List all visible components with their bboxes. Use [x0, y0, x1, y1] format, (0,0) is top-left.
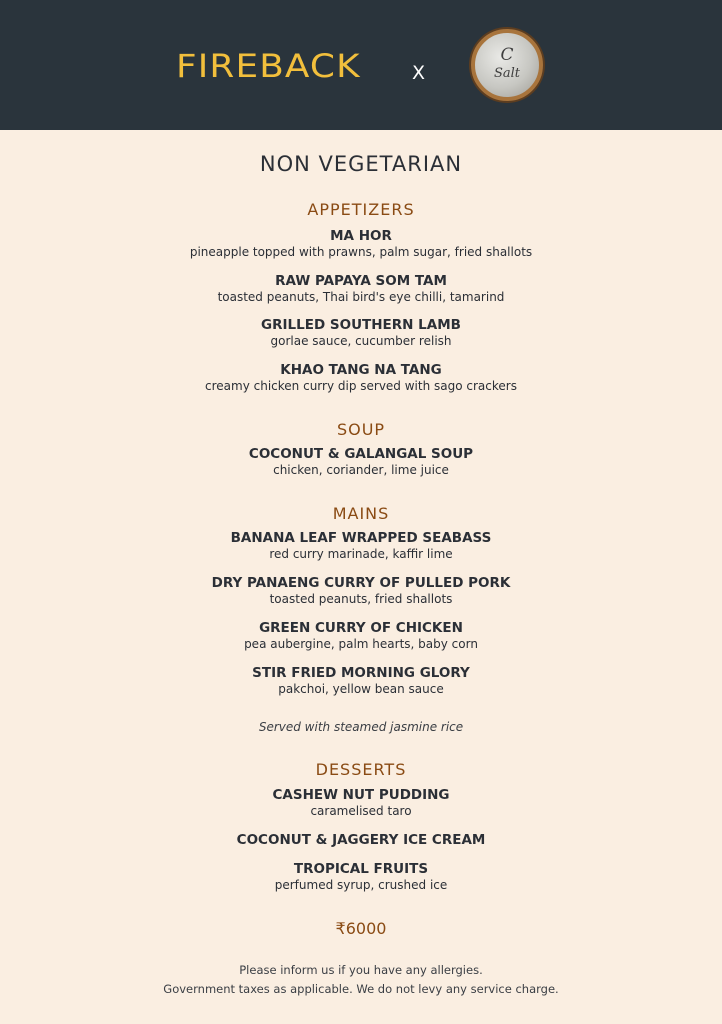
- menu-item-desc: pineapple topped with prawns, palm sugar, fried shallots: [189, 245, 533, 259]
- section-title-mains: MAINS: [332, 504, 390, 523]
- menu-item-name: BANANA LEAF WRAPPED SEABASS: [230, 530, 492, 546]
- menu-item-name: GREEN CURRY OF CHICKEN: [259, 620, 463, 636]
- tax-note: Government taxes as applicable. We do not levy any service charge.: [163, 982, 559, 996]
- menu-item-desc: gorlae sauce, cucumber relish: [270, 334, 452, 348]
- section-title-appetizers: APPETIZERS: [307, 200, 415, 219]
- section-title-desserts: DESSERTS: [315, 760, 407, 779]
- menu-item-desc: pakchoi, yellow bean sauce: [278, 682, 444, 696]
- menu-item-name: COCONUT & JAGGERY ICE CREAM: [236, 832, 486, 848]
- salt-logo-icon: [471, 29, 543, 101]
- fireback-logo: FIREBACK: [176, 47, 361, 85]
- menu-item-desc: pea aubergine, palm hearts, baby corn: [244, 637, 478, 651]
- menu-price: ₹6000: [335, 919, 387, 938]
- menu-item-desc: red curry marinade, kaffir lime: [269, 547, 453, 561]
- menu-item-name: STIR FRIED MORNING GLORY: [252, 665, 470, 681]
- salt-logo-initial: C: [500, 45, 514, 65]
- menu-item-name: COCONUT & GALANGAL SOUP: [248, 446, 474, 462]
- menu-item-name: DRY PANAENG CURRY OF PULLED PORK: [211, 575, 511, 591]
- menu-item-name: KHAO TANG NA TANG: [280, 362, 442, 378]
- salt-logo-word: Salt: [493, 66, 521, 81]
- section-title-soup: SOUP: [336, 420, 386, 439]
- menu-item-desc: caramelised taro: [310, 804, 412, 818]
- menu-item-desc: creamy chicken curry dip served with sago crackers: [205, 379, 517, 393]
- rice-note: Served with steamed jasmine rice: [258, 720, 464, 734]
- menu-item-name: CASHEW NUT PUDDING: [272, 787, 450, 803]
- menu-item-desc: chicken, coriander, lime juice: [273, 463, 449, 477]
- header-banner: [0, 0, 722, 130]
- menu-item-name: GRILLED SOUTHERN LAMB: [261, 317, 461, 333]
- menu-item-desc: perfumed syrup, crushed ice: [274, 878, 448, 892]
- menu-item-name: RAW PAPAYA SOM TAM: [275, 273, 447, 289]
- menu-item-desc: toasted peanuts, fried shallots: [269, 592, 453, 606]
- allergy-note: Please inform us if you have any allergies.: [239, 963, 483, 977]
- menu-item-name: TROPICAL FRUITS: [293, 861, 429, 877]
- page-title: NON VEGETARIAN: [259, 152, 463, 176]
- collab-separator: X: [412, 62, 426, 84]
- menu-item-desc: toasted peanuts, Thai bird's eye chilli, tamarind: [217, 290, 505, 304]
- menu-item-name: MA HOR: [330, 228, 392, 244]
